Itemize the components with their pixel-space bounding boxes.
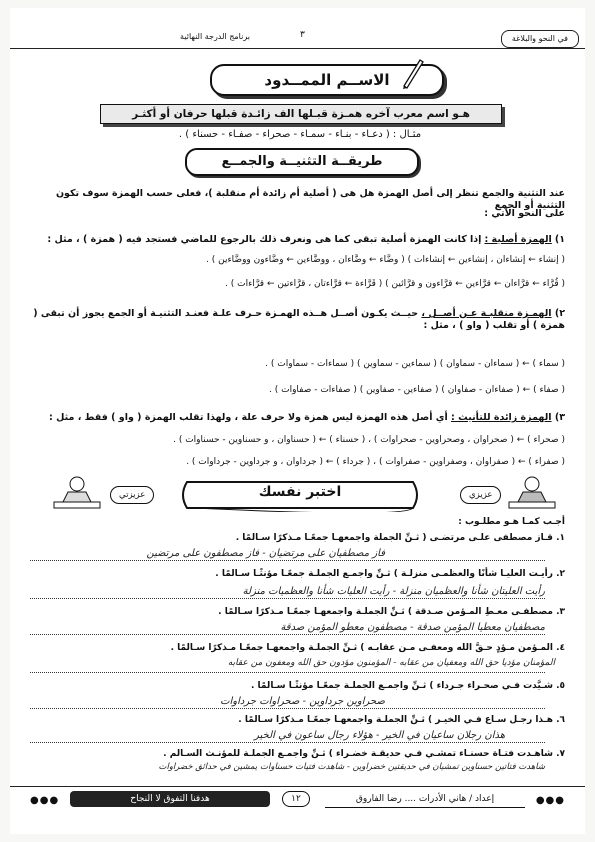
page-header: [10, 30, 585, 49]
test-banner: [175, 478, 425, 512]
definition-box: هـو اسم معرب آخره همـزة قبـلها الف زائـدة قبلها حرفان أو أكثـر: [100, 104, 502, 124]
answer-3: مصطفيان معطيا المؤمن صدقة - مصطفون معطو المؤمن صدقة: [280, 622, 545, 633]
answer-line: [30, 598, 545, 599]
answer-line: [30, 560, 545, 561]
question-3: ٣. مصطفـى معـطِ المـؤمن صـدقة ) ثـنِّ الجملـة واجمعهـا جمعًـا مـذكرًا سـالمًا .: [218, 607, 565, 617]
document-page: [10, 8, 585, 834]
subject-tag: في النحو والبلاغة: [501, 30, 579, 48]
footer-bullets: ●●●: [535, 795, 565, 806]
rule-2-example-2: ( صفاء ) ← ( صفاءان - صفاوان ) ( صفاءين - صفاوين ) ( صفاءات - صفاوات ) .: [269, 385, 565, 395]
answer-7: شاهدت فتاتين حسناوين تمشيان في حديقتين خضراوين - شاهدت فتيات حسناوات يمشين في حدائق خضراوات: [158, 762, 545, 772]
rule-number: ١): [554, 234, 565, 245]
question-7: ٧. شاهـدت فتـاة حسنـاء تمشـي فـي حديقـة خضـراء ) ثـنِّ واجمـع الجملـة للمؤنـث السـالم .: [163, 749, 565, 759]
rule-head: الهمـزة منقلبـة عـن أصــل ،: [421, 308, 552, 319]
answer-line: [30, 742, 545, 743]
rule-text: إذا كانت الهمزة أصلية تبقى كما هى ونعرف ذلك بالرجوع للماضي فستجد فيه ( همزة ) ، مثل :: [47, 234, 482, 245]
rule-head: الهمزة زائدة للتأنيث :: [451, 412, 552, 423]
answer-2: رأيت العليتان شأنا والعظميان منزلة - رأيت العليات شأنا والعظميات منزلة: [242, 586, 545, 597]
student-girl-icon: [50, 474, 104, 510]
header-glyph: ۳: [300, 30, 305, 40]
lesson-title: الاســم الممــدود: [210, 64, 444, 96]
question-4: ٤. المـؤمن مـؤدٍ حـقَّ الله ومعفـى مـن عقابـه ) ثـنِّ الجملـة واجمعهـا جمعًـا مـذكرًا سـالمًا .: [170, 643, 565, 653]
rule-text: أي أصل هذه الهمزة ليس همزة ولا حرف علة ، ولهذا تقلب الهمزة ( واو ) فقط ، مثل :: [49, 412, 448, 423]
rule-head: الهمزة أصلية :: [484, 234, 552, 245]
answer-line: [30, 672, 545, 673]
rule-2-example-1: ( سماء ) ← ( سماءان - سماوان ) ( سماءين - سماوين ) ( سماءات - سماوات ) .: [265, 359, 565, 369]
student-boy-icon: [505, 474, 559, 510]
page-number: ١٢: [282, 791, 310, 807]
answer-6: هذان رجلان ساعيان في الخير - هؤلاء رجال ساعون في الخير: [254, 730, 505, 741]
question-5: ٥. شـيَّدت فـي صحـراء جـرداء ) ثـنِّ واجمـع الجملـة جمعًـا مؤنثًـا سـالمًا .: [250, 681, 565, 691]
page-footer: [10, 786, 585, 811]
rule-1-example-2: ( قُرَّاء ← قرَّاءان ← قرَّاءين ← قرَّاءون و قرَّائين ) ( قَرَّاءة ← قرَّاءتان ، قرَّاءتين ← قرَّاءات ) .: [225, 279, 565, 289]
intro-line-1: عند التثنية والجمع تنظر إلى أصل الهمزة هل هى ( أصلية أم زائدة أم منقلبة )، فعلى حسب الهمزة سوف تكون التثنية أو الجمع: [55, 188, 565, 211]
section-title: طريقــة التثنيــة والجمــع: [185, 148, 419, 176]
footer-bullets: ●●●: [30, 795, 60, 806]
answer-4: المؤمنان مؤديا حق الله ومعفيان من عقابه - المؤمنون مؤدون حق الله ومعفون من عقابه: [227, 658, 555, 668]
rule-2: [25, 308, 565, 332]
banner-text: اختبر نفسك: [258, 484, 342, 500]
answer-5: صحراوين جرداوين - صحراوات جرداوات: [220, 696, 385, 707]
footer-slogan: هدفنا التفوق لا النجاح: [70, 791, 270, 807]
rule-1-example-1: ( إنشاء ← إنشاءان ، إنشاءين ← إنشاءات ) ( وضَّاء ← وضَّاءان ، ووضَّاءين ← وضَّاءون ووضَّاءين ) .: [206, 255, 565, 265]
answer-line: [30, 634, 545, 635]
rule-number: ٣): [554, 412, 565, 423]
rule-text: حيــث يكـون أصــل هــذه الهمـزة حـرف علـة فعنـد التثنيـة أو الجمع يجوز أن تبقى ( همزة ) أو تقلب ( واو ) ، مثل :: [33, 308, 565, 331]
rule-3-example-2: ( صفراء ) ← ( صفراوان ، وصفراوين - صفراوات ) ، ( جرداء ) ← ( جرداوان ، و جرداوين - جرداوات ) .: [186, 457, 565, 467]
question-1: ١. قـاز مصطفى علـى مرتضـى ( ثـنِّ الجملة واجمعهـا جمعًـا مـذكرًا سـالمًا .: [235, 533, 565, 543]
rule-3-example-1: ( صحراء ) ← ( صحراوان ، وصحراوين - صحراوات ) ، ( حسناء ) ← ( حسناوان ، و حسناوين - حسناوات ) .: [173, 435, 565, 445]
chip-boy: عزيزي: [460, 486, 501, 504]
program-name: برنامج الدرجة النهائية: [180, 32, 250, 41]
rule-1: [25, 234, 565, 246]
question-6: ٦. هـذا رجـل سـاع فـي الخيـر ) ثـنِّ الجملـة واجمعهـا جمعًـا مـذكرًا سـالمًا .: [238, 715, 565, 725]
chip-girl: عزيزتي: [110, 486, 154, 504]
answer-1: فاز مصطفيان على مرتضيان - فاز مصطفون على مرتضين: [146, 548, 385, 559]
rule-number: ٢): [554, 308, 565, 319]
question-2: ٢. رأيـت العليـا شأنًا والعظمـى منزلـة ) ثـنِّ واجمـع الجملـة جمعًـا مؤنثًـا سـالمًا .: [215, 569, 565, 579]
footer-author: إعداد / هاني الأدرات .... رضا الفاروق: [325, 791, 525, 808]
example-line: مثـال : ( دعـاء - بنـاء - سمـاء - صحراء - صفـاء - حسناء ) .: [178, 129, 422, 140]
rule-3: [25, 412, 565, 424]
answer-line: [30, 708, 545, 709]
intro-line-2: على النحو الآتي :: [484, 208, 565, 219]
pen-icon: [400, 56, 426, 90]
test-instruction: أجـب كمـا هـو مطلـوب :: [458, 517, 565, 527]
